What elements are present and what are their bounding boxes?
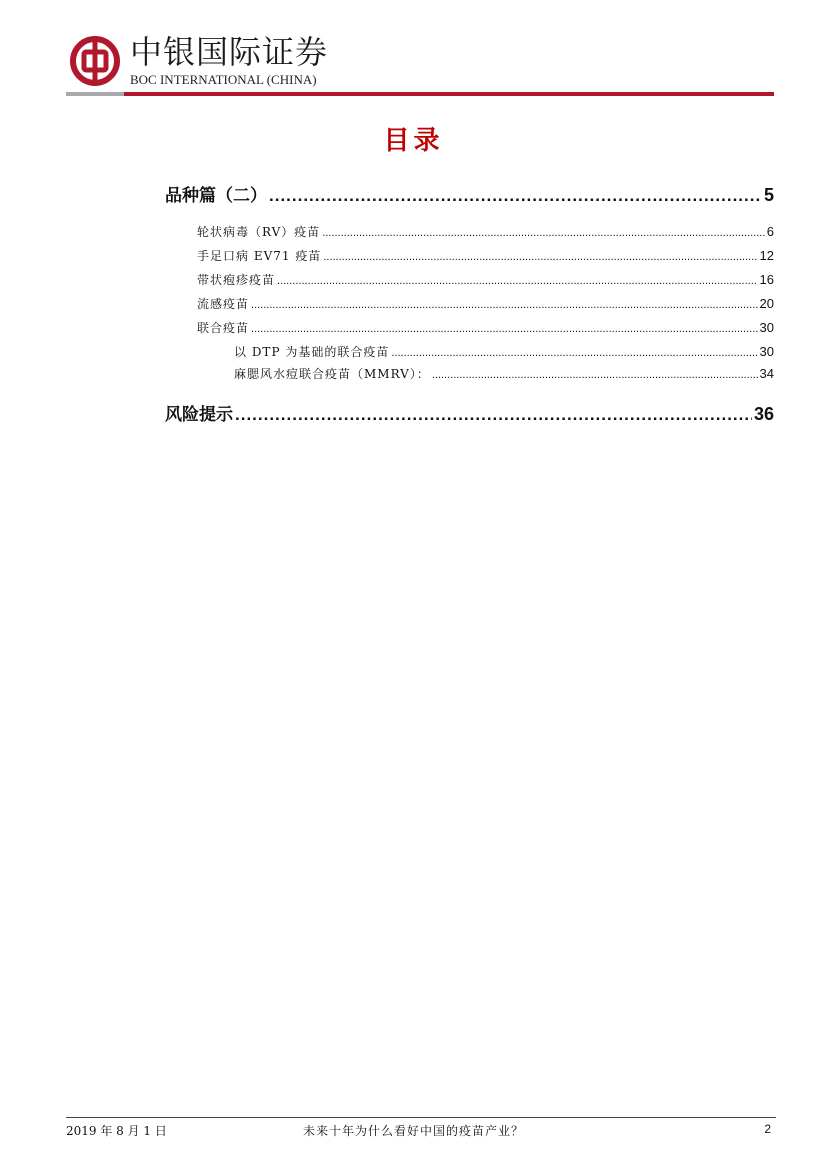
toc-entry-label: 品种篇（二） <box>165 186 267 206</box>
toc-entry-level2[interactable] <box>197 247 774 264</box>
toc-entry-page: 30 <box>759 320 774 335</box>
brand-name-en: BOC INTERNATIONAL (CHINA) <box>130 72 317 87</box>
footer-date: 2019 年 8 月 1 日 <box>66 1124 167 1138</box>
toc-entry-page: 36 <box>753 404 774 424</box>
toc-entry-label: 带状疱疹疫苗 <box>197 273 276 287</box>
toc-title: 目录 <box>383 126 444 156</box>
toc-entry-page: 5 <box>763 185 774 205</box>
toc-entry-level1[interactable] <box>165 400 774 425</box>
footer-report-title: 未来十年为什么看好中国的疫苗产业？ <box>302 1124 524 1138</box>
toc-leader-dots <box>277 275 758 287</box>
toc-leader-dots <box>322 227 764 239</box>
toc-leader-dots <box>251 323 758 335</box>
toc-leader-dots <box>432 369 758 381</box>
toc-entry-page: 30 <box>759 344 774 359</box>
brand-name-cn: 中银国际证券 <box>130 33 329 71</box>
toc-entry-level3[interactable] <box>234 365 774 382</box>
header-rule-grey <box>66 92 124 96</box>
toc-entry-level1[interactable] <box>165 181 774 206</box>
toc-entry-label: 联合疫苗 <box>197 321 250 335</box>
header-rule-red <box>124 92 774 96</box>
boc-logo-icon <box>70 36 120 86</box>
footer-rule <box>66 1117 776 1118</box>
toc-entry-level2[interactable] <box>197 295 774 312</box>
toc-entry-label: 流感疫苗 <box>197 297 250 311</box>
toc-entry-label: 以 DTP 为基础的联合疫苗 <box>234 345 390 359</box>
toc-leader-dots <box>269 186 762 206</box>
toc-entry-label: 轮状病毒（RV）疫苗 <box>197 225 321 239</box>
toc-leader-dots <box>251 299 758 311</box>
toc-entry-page: 20 <box>759 296 774 311</box>
toc-leader-dots <box>235 405 752 425</box>
toc-entry-page: 12 <box>759 248 774 263</box>
toc-leader-dots <box>391 347 757 359</box>
toc-leader-dots <box>323 251 757 263</box>
toc-entry-page: 6 <box>766 224 774 239</box>
toc-entry-label: 风险提示 <box>165 405 233 425</box>
toc-entry-label: 麻腮风水痘联合疫苗（MMRV）： <box>234 367 430 381</box>
toc-entry-level2[interactable] <box>197 223 774 240</box>
footer-page-number: 2 <box>764 1122 771 1136</box>
toc-entry-level3[interactable] <box>234 343 774 360</box>
toc-entry-page: 16 <box>759 272 774 287</box>
toc-entry-level2[interactable] <box>197 319 774 336</box>
toc-entry-level2[interactable] <box>197 271 774 288</box>
toc-entry-label: 手足口病 EV71 疫苗 <box>197 249 322 263</box>
toc-entry-page: 34 <box>759 366 774 381</box>
